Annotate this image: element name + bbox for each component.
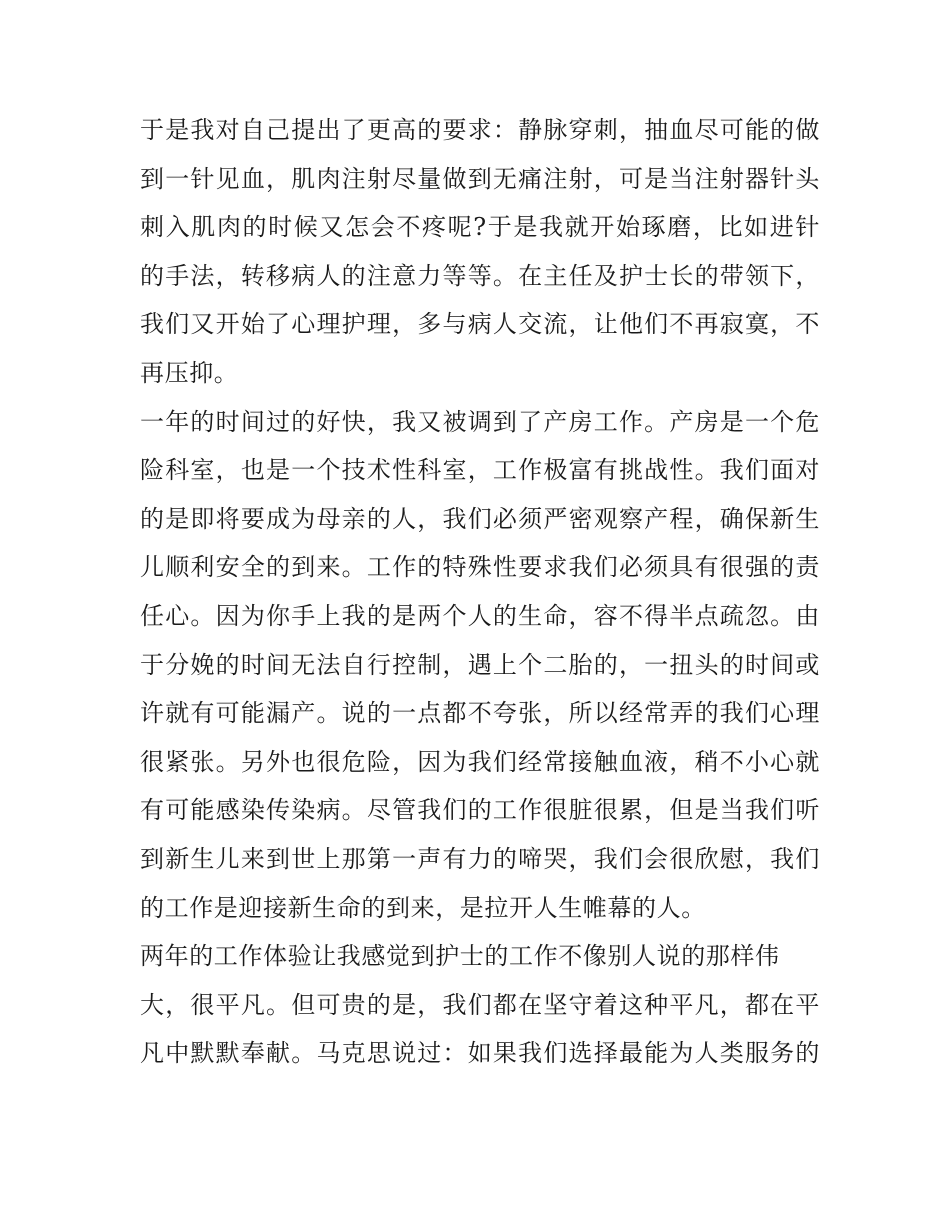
- text-line: 到一针见血，肌肉注射尽量做到无痛注射，可是当注射器针头: [140, 164, 820, 193]
- text-line: 再压抑。: [140, 358, 239, 387]
- text-line: 刺入肌肉的时候又怎会不疼呢?于是我就开始琢磨，比如进针: [140, 213, 820, 242]
- text-line: 许就有可能漏产。说的一点都不夸张，所以经常弄的我们心理: [140, 699, 820, 728]
- text-line: 的工作是迎接新生命的到来，是拉开人生帷幕的人。: [140, 893, 706, 922]
- text-line: 两年的工作体验让我感觉到护士的工作不像别人说的那样伟: [140, 942, 780, 971]
- text-line: 大，很平凡。但可贵的是，我们都在坚守着这种平凡，都在平: [140, 990, 820, 1019]
- text-line: 于分娩的时间无法自行控制，遇上个二胎的，一扭头的时间或: [140, 650, 820, 679]
- body-text: [140, 106, 820, 1078]
- text-line: 于是我对自己提出了更高的要求：静脉穿刺，抽血尽可能的做: [140, 116, 820, 144]
- text-line: 有可能感染传染病。尽管我们的工作很脏很累，但是当我们听: [140, 796, 820, 825]
- text-line: 任心。因为你手上我的是两个人的生命，容不得半点疏忽。由: [140, 601, 820, 630]
- text-line: 的是即将要成为母亲的人，我们必须严密观察产程，确保新生: [140, 504, 820, 533]
- text-line: 险科室，也是一个技术性科室，工作极富有挑战性。我们面对: [140, 456, 820, 485]
- text-line: 儿顺利安全的到来。工作的特殊性要求我们必须具有很强的责: [140, 553, 820, 582]
- text-line: 的手法，转移病人的注意力等等。在主任及护士长的带领下，: [140, 261, 820, 290]
- text-line: 一年的时间过的好快，我又被调到了产房工作。产房是一个危: [140, 407, 820, 436]
- text-line: 到新生儿来到世上那第一声有力的啼哭，我们会很欣慰，我们: [140, 844, 820, 873]
- text-line: 凡中默默奉献。马克思说过：如果我们选择最能为人类服务的: [140, 1039, 820, 1068]
- text-line: 很紧张。另外也很危险，因为我们经常接触血液，稍不小心就: [140, 747, 820, 776]
- text-line: 我们又开始了心理护理，多与病人交流，让他们不再寂寞，不: [140, 310, 820, 339]
